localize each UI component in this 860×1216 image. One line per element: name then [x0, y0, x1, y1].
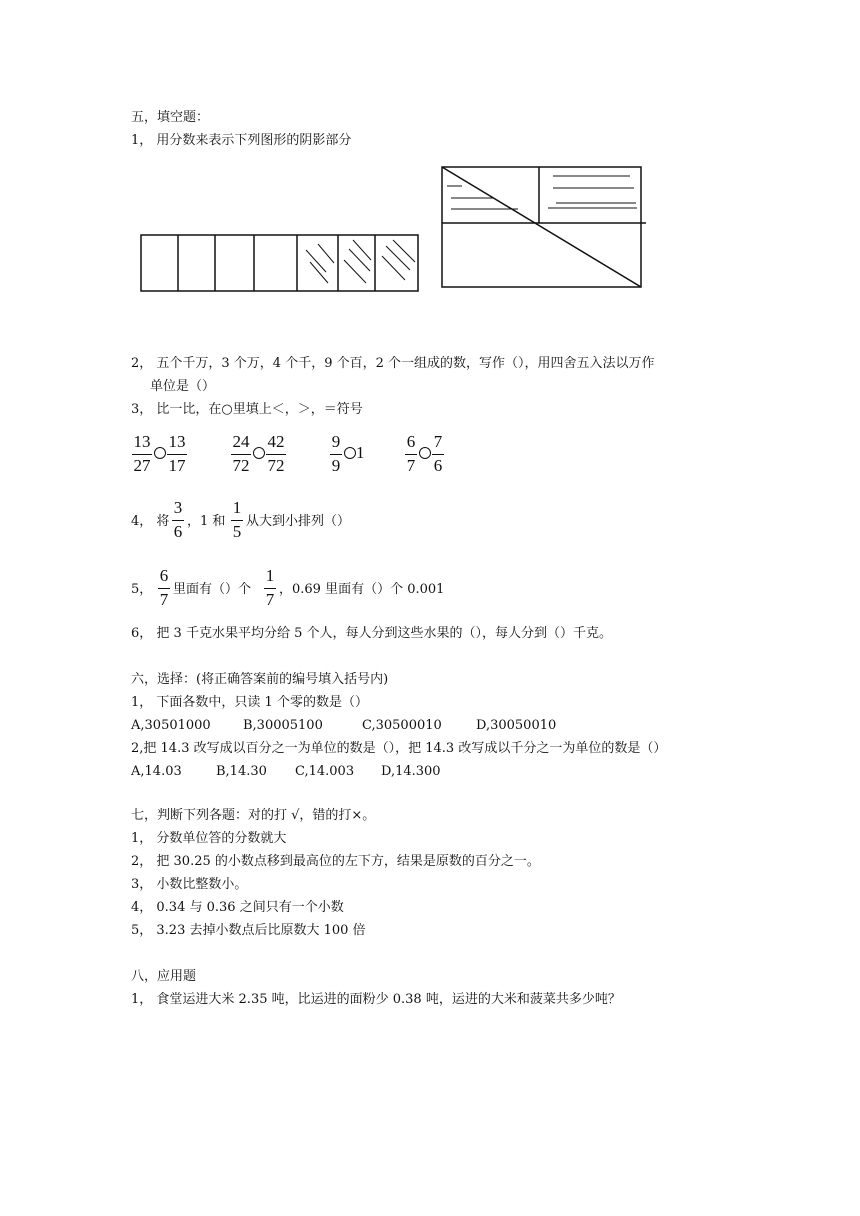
fraction-1-7: 1 7 — [265, 566, 275, 609]
section8-title: 八，应用题 — [131, 969, 197, 984]
fraction-numerator: 24 — [232, 432, 250, 451]
fraction-denominator: 72 — [267, 456, 285, 475]
question-6-1: 1， 下面各数中，只读 1 个零的数是（） — [131, 695, 368, 710]
option-6-1-d: D,30050010 — [476, 718, 557, 733]
compare-value: 1 — [356, 443, 365, 462]
fraction-numerator: 13 — [168, 432, 186, 451]
fraction-denominator: 7 — [406, 456, 416, 475]
question-5-2-line2: 单位是（） — [150, 379, 216, 394]
fraction-numerator: 7 — [433, 432, 443, 451]
fraction-numerator: 6 — [406, 432, 416, 451]
fraction-denominator: 6 — [433, 456, 443, 475]
judge-item-1: 1， 分数单位答的分数就大 — [131, 831, 287, 846]
question-5-5-suffix: ，0.69 里面有（）个 0.001 — [279, 582, 445, 597]
fraction-numerator: 9 — [331, 432, 341, 451]
fraction-3-6: 3 6 — [173, 498, 183, 541]
question-5-5-mid: 里面有（）个 — [173, 582, 252, 597]
fraction-numerator: 42 — [267, 432, 285, 451]
question-5-1: 1， 用分数来表示下列图形的阴影部分 — [131, 133, 352, 148]
fraction-6-7: 6 7 — [159, 566, 169, 609]
option-6-1-c: C,30500010 — [362, 718, 442, 733]
fraction-denominator: 9 — [331, 456, 341, 475]
section6-title: 六，选择：(将正确答案前的编号填入括号内) — [131, 672, 389, 687]
compare-circle — [253, 447, 265, 459]
diagonal-rectangle-figure — [0, 0, 860, 330]
question-8-1: 1， 食堂运进大米 2.35 吨，比运进的面粉少 0.38 吨，运进的大米和菠菜共多少吨？ — [131, 992, 621, 1007]
fraction-denominator: 27 — [133, 456, 151, 475]
option-6-1-b: B,30005100 — [243, 718, 323, 733]
compare-circle — [419, 447, 431, 459]
compare-circle — [154, 447, 166, 459]
judge-item-2: 2， 把 30.25 的小数点移到最高位的左下方，结果是原数的百分之一。 — [131, 854, 540, 869]
section5-title: 五，填空题： — [131, 110, 210, 125]
fraction-denominator: 72 — [232, 456, 250, 475]
option-6-2-c: C,14.003 — [295, 764, 355, 779]
question-5-4-prefix: 4， 将 — [131, 514, 170, 529]
judge-item-5: 5， 3.23 去掉小数点后比原数大 100 倍 — [131, 923, 366, 938]
compare-circle — [344, 447, 356, 459]
fraction-numerator: 13 — [133, 432, 151, 451]
section7-title: 七，判断下列各题：对的打 √，错的打×。 — [131, 808, 376, 823]
question-5-4-mid: ，1 和 — [187, 514, 226, 529]
question-5-6: 6， 把 3 千克水果平均分给 5 个人，每人分到这些水果的（），每人分到（）千克。 — [131, 626, 612, 641]
option-6-1-a: A,30501000 — [131, 718, 211, 733]
option-6-2-d: D,14.300 — [381, 764, 441, 779]
judge-item-3: 3， 小数比整数小。 — [131, 877, 248, 892]
question-5-5-prefix: 5， — [131, 582, 153, 597]
option-6-2-b: B,14.30 — [216, 764, 267, 779]
question-5-4-suffix: 从大到小排列（） — [246, 514, 351, 529]
question-6-2: 2,把 14.3 改写成以百分之一为单位的数是（），把 14.3 改写成以千分之一为单位的数是（） — [131, 741, 667, 756]
fraction-1-5: 1 5 — [232, 498, 242, 541]
option-6-2-a: A,14.03 — [131, 764, 182, 779]
judge-item-4: 4， 0.34 与 0.36 之间只有一个小数 — [131, 900, 344, 915]
fraction-denominator: 17 — [168, 456, 186, 475]
question-5-2-line1: 2， 五个千万，3 个万，4 个千，9 个百，2 个一组成的数，写作（），用四舍五入法以万作 — [131, 356, 655, 371]
question-5-3: 3， 比一比，在○里填上＜，＞，＝符号 — [131, 402, 363, 417]
